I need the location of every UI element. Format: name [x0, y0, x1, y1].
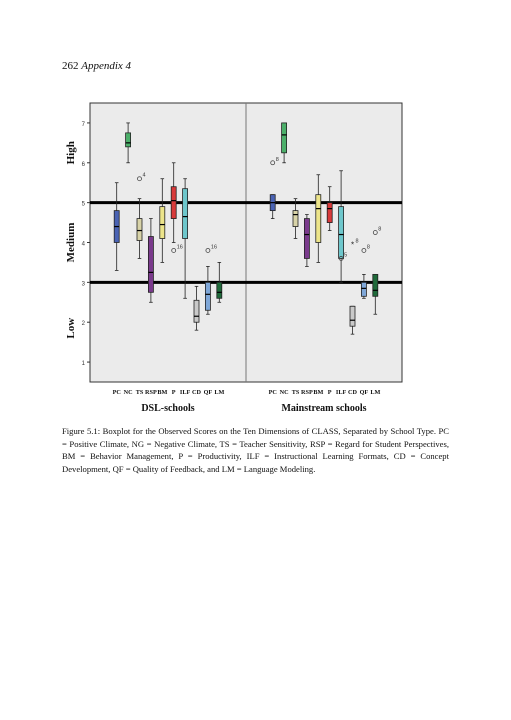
outlier-label: 8 — [275, 156, 279, 163]
y-tick-label: 2 — [81, 321, 85, 328]
box-p — [171, 187, 176, 219]
category-label: RSP — [301, 389, 313, 396]
box-nc — [282, 123, 287, 153]
y-tick-label: 6 — [81, 161, 85, 168]
outlier-star: * — [350, 240, 355, 250]
category-label: QF — [203, 389, 213, 396]
outlier-label: 4 — [142, 172, 146, 179]
box-ilf — [183, 189, 188, 239]
outlier-label: 16 — [176, 244, 183, 251]
running-title: Appendix 4 — [81, 60, 132, 72]
category-label: NC — [123, 389, 133, 396]
category-label: P — [327, 389, 332, 396]
outlier-label: 8 — [378, 226, 382, 233]
category-label: PC — [268, 389, 277, 396]
box-rsp — [304, 219, 309, 259]
category-label: ILF — [179, 389, 191, 396]
category-label: RSP — [145, 389, 157, 396]
band-label: Low — [65, 317, 77, 339]
figure-caption: Figure 5.1: Boxplot for the Observed Scores on the Ten Dimensions of CLASS, Separated by School Type. PC = Positive Climate, NG = Negative Climate, TS = Teacher Sensitivity, RSP = Regard for Student Perspectives, BM = Behavior Management, P = Productivity, ILF = Instructional Learning Formats, CD = Concept Development, QF = Quality of Feedback, and LM = Language Modeling. — [62, 426, 449, 474]
box-cd — [194, 300, 199, 322]
box-cd — [350, 306, 355, 326]
category-label: TS — [291, 389, 300, 396]
group-label: Mainstream schools — [281, 403, 367, 414]
category-label: TS — [135, 389, 144, 396]
box-ts — [137, 219, 142, 241]
y-tick-label: 4 — [81, 241, 85, 248]
category-label: NC — [279, 389, 289, 396]
category-label: PC — [112, 389, 121, 396]
outlier-label: 16 — [210, 244, 218, 251]
band-label: High — [65, 141, 77, 165]
outlier-label: 5 — [344, 252, 348, 259]
category-label: P — [171, 389, 176, 396]
y-tick-label: 5 — [81, 201, 85, 208]
category-label: CD — [192, 389, 201, 396]
box-bm — [160, 207, 165, 239]
box-nc — [126, 133, 131, 147]
category-label: LM — [214, 389, 225, 396]
box-lm — [217, 282, 222, 298]
box-qf — [361, 282, 366, 296]
category-label: BM — [157, 389, 168, 396]
y-tick-label: 1 — [81, 361, 85, 368]
box-p — [327, 203, 332, 223]
y-tick-label: 7 — [81, 121, 85, 128]
box-lm — [373, 274, 378, 296]
box-ts — [293, 211, 298, 227]
page-number: 262 — [62, 60, 79, 72]
outlier-label: 8 — [366, 244, 370, 251]
box-bm — [316, 195, 321, 243]
band-label: Medium — [65, 222, 77, 263]
box-qf — [205, 282, 210, 310]
category-label: ILF — [335, 389, 347, 396]
box-ilf — [339, 207, 344, 259]
box-rsp — [148, 237, 153, 293]
category-label: BM — [313, 389, 324, 396]
y-tick-label: 3 — [81, 281, 85, 288]
group-label: DSL-schools — [141, 403, 195, 414]
category-label: QF — [359, 389, 369, 396]
category-label: LM — [370, 389, 381, 396]
outlier-label: 8 — [355, 238, 359, 245]
category-label: CD — [348, 389, 357, 396]
